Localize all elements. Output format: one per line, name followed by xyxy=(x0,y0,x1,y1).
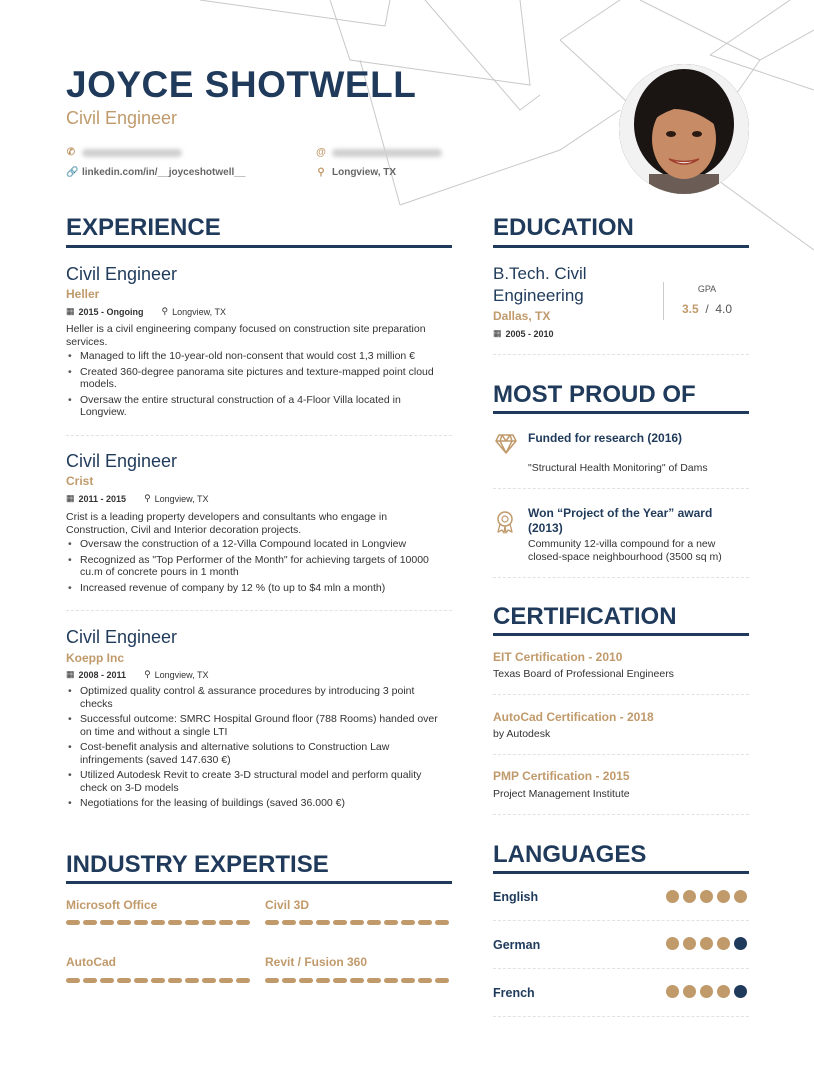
certification-rule xyxy=(493,633,749,636)
job-title: Civil Engineer xyxy=(66,627,178,647)
list-item: • Utilized Autodesk Revit to create 3-D structural model and perform quality check on 3-D models xyxy=(66,769,446,794)
proud-heading: MOST PROUD OF xyxy=(493,381,696,408)
language-name: French xyxy=(493,986,535,1000)
location-contact xyxy=(316,167,396,178)
skill-segment xyxy=(418,920,432,925)
experience-heading: EXPERIENCE xyxy=(66,214,221,241)
language-name: English xyxy=(493,890,539,904)
phone-contact xyxy=(66,147,182,158)
map-pin-icon: ⚲ xyxy=(161,306,169,316)
skill-name: Civil 3D xyxy=(265,898,310,912)
achievement-description: "Structural Health Monitoring" of Dams xyxy=(528,462,708,474)
divider xyxy=(493,968,749,970)
skill-segment xyxy=(66,920,80,925)
degree-title: B.Tech. Civil Engineering xyxy=(493,264,587,305)
list-item: • Recognized as "Top Performer of the Month" for achieving targets of 10000 cu.m of concrete pours in 1 month xyxy=(66,554,446,579)
divider xyxy=(66,610,452,612)
skill-segment xyxy=(219,920,233,925)
language-level xyxy=(666,937,747,950)
skill-segment xyxy=(282,920,296,925)
rating-dot xyxy=(666,890,679,903)
phone-icon: ✆ xyxy=(66,147,76,158)
skill-segment xyxy=(401,978,415,983)
job-meta xyxy=(66,669,209,680)
skill-segment xyxy=(185,978,199,983)
skill-segment xyxy=(202,978,216,983)
rating-dot xyxy=(734,937,747,950)
candidate-role: Civil Engineer xyxy=(66,108,178,128)
rating-dot xyxy=(666,985,679,998)
link-icon: 🔗 xyxy=(66,167,79,178)
certification-org: by Autodesk xyxy=(493,728,551,740)
rating-dot xyxy=(683,890,696,903)
list-item: • Created 360-degree panorama site pictures and texture-mapped point cloud models. xyxy=(66,366,446,391)
divider xyxy=(493,354,749,356)
gpa-score: 3.5 xyxy=(681,302,699,316)
map-pin-icon: ⚲ xyxy=(144,493,151,503)
skill-segment xyxy=(350,920,364,925)
skill-segment xyxy=(134,978,148,983)
award-icon xyxy=(495,510,515,539)
certification-name: AutoCad Certification - 2018 xyxy=(493,710,654,724)
school-location: Dallas, TX xyxy=(493,309,551,323)
list-item: • Optimized quality control & assurance procedures by introducing 3 point checks xyxy=(66,685,446,710)
linkedin-contact[interactable] xyxy=(66,167,245,178)
linkedin-url[interactable]: linkedin.com/in/__joyceshotwell__ xyxy=(82,167,246,178)
map-pin-icon: ⚲ xyxy=(144,669,151,679)
diamond-icon xyxy=(495,434,517,459)
skill-segment xyxy=(202,920,216,925)
skill-level-bar xyxy=(265,978,449,983)
rating-dot xyxy=(717,985,730,998)
skill-name: Revit / Fusion 360 xyxy=(265,955,368,969)
skill-segment xyxy=(117,920,131,925)
skill-segment xyxy=(333,978,347,983)
skill-segment xyxy=(282,978,296,983)
company-name: Koepp Inc xyxy=(66,651,125,665)
skill-segment xyxy=(236,920,250,925)
language-level xyxy=(666,985,747,998)
calendar-icon: ▦ xyxy=(66,493,75,503)
gpa-label: GPA xyxy=(697,284,717,294)
gpa-max: 4.0 xyxy=(715,302,733,316)
skill-level-bar xyxy=(66,978,250,983)
skill-segment xyxy=(299,920,313,925)
certification-org: Project Management Institute xyxy=(493,788,630,800)
expertise-heading: INDUSTRY EXPERTISE xyxy=(66,851,329,878)
skill-segment xyxy=(435,920,449,925)
skill-segment xyxy=(83,920,97,925)
education-dates: 2005 - 2010 xyxy=(505,328,554,339)
company-description: Heller is a civil engineering company focused on construction site preparation services. xyxy=(66,323,426,348)
skill-segment xyxy=(168,920,182,925)
language-name: German xyxy=(493,938,541,952)
skill-level-bar xyxy=(66,920,250,925)
list-item: • Cost-benefit analysis and alternative solutions to Construction Law infringements (saved 147.630 €) xyxy=(66,741,446,766)
achievement-title: Won “Project of the Year” award (2013) xyxy=(528,506,713,535)
list-item: • Managed to lift the 10-year-old non-consent that would cost 1,3 million € xyxy=(66,350,446,363)
languages-rule xyxy=(493,871,749,874)
skill-segment xyxy=(316,920,330,925)
rating-dot xyxy=(700,937,713,950)
skill-segment xyxy=(435,978,449,983)
skill-segment xyxy=(168,978,182,983)
skill-segment xyxy=(333,920,347,925)
divider xyxy=(493,754,749,756)
rating-dot xyxy=(666,937,679,950)
proud-rule xyxy=(493,411,749,414)
email-redacted xyxy=(332,149,442,157)
gpa-value xyxy=(664,302,750,316)
list-item: • Oversaw the entire structural construction of a 4-Floor Villa located in Longview. xyxy=(66,394,446,419)
location-text: Longview, TX xyxy=(332,167,397,178)
rating-dot xyxy=(683,937,696,950)
candidate-name: JOYCE SHOTWELL xyxy=(66,64,417,105)
education-rule xyxy=(493,245,749,248)
skill-segment xyxy=(134,920,148,925)
company-name: Heller xyxy=(66,287,100,301)
phone-redacted xyxy=(82,149,182,157)
achievement-title: Funded for research (2016) xyxy=(528,431,683,445)
divider xyxy=(493,1016,749,1018)
education-heading: EDUCATION xyxy=(493,214,634,241)
list-item: • Oversaw the construction of a 12-Villa Compound located in Longview xyxy=(66,538,446,551)
experience-rule xyxy=(66,245,452,248)
divider xyxy=(493,488,749,490)
skill-segment xyxy=(350,978,364,983)
job-title: Civil Engineer xyxy=(66,264,178,284)
divider xyxy=(493,920,749,922)
certification-name: PMP Certification - 2015 xyxy=(493,769,630,783)
job-dates: 2011 - 2015 xyxy=(78,493,127,504)
skill-segment xyxy=(418,978,432,983)
company-name: Crist xyxy=(66,474,94,488)
skill-segment xyxy=(151,920,165,925)
rating-dot xyxy=(717,890,730,903)
divider xyxy=(493,577,749,579)
job-meta xyxy=(66,306,226,317)
calendar-icon: ▦ xyxy=(66,669,75,679)
divider xyxy=(66,435,452,437)
skill-segment xyxy=(384,978,398,983)
email-icon: @ xyxy=(316,147,326,158)
list-item: • Negotiations for the leasing of buildings (saved 36.000 €) xyxy=(66,797,446,810)
job-meta xyxy=(66,493,209,504)
education-meta xyxy=(493,328,554,339)
skill-segment xyxy=(219,978,233,983)
calendar-icon: ▦ xyxy=(493,328,502,338)
rating-dot xyxy=(734,890,747,903)
skill-segment xyxy=(265,978,279,983)
profile-photo xyxy=(619,64,749,194)
rating-dot xyxy=(734,985,747,998)
certification-org: Texas Board of Professional Engineers xyxy=(493,668,674,680)
job-bullets xyxy=(66,350,446,422)
job-location: Longview, TX xyxy=(154,669,209,680)
rating-dot xyxy=(700,985,713,998)
skill-segment xyxy=(236,978,250,983)
email-contact xyxy=(316,147,442,158)
list-item: • Increased revenue of company by 12 % (to up to $4 mln a month) xyxy=(66,582,446,595)
rating-dot xyxy=(683,985,696,998)
divider xyxy=(493,694,749,696)
job-bullets xyxy=(66,538,446,597)
divider xyxy=(493,814,749,816)
job-dates: 2008 - 2011 xyxy=(78,669,127,680)
skill-segment xyxy=(299,978,313,983)
rating-dot xyxy=(700,890,713,903)
map-pin-icon: ⚲ xyxy=(317,167,325,178)
certification-heading: CERTIFICATION xyxy=(493,603,677,630)
skill-segment xyxy=(117,978,131,983)
job-location: Longview, TX xyxy=(172,306,226,317)
skill-name: Microsoft Office xyxy=(66,898,158,912)
skill-segment xyxy=(100,978,114,983)
gpa-separator: / xyxy=(705,302,709,316)
language-level xyxy=(666,890,747,903)
skill-segment xyxy=(83,978,97,983)
achievement-description: Community 12-villa compound for a new closed-space neighbourhood (3500 sq m) xyxy=(528,538,722,563)
rating-dot xyxy=(717,937,730,950)
skill-segment xyxy=(401,920,415,925)
job-bullets xyxy=(66,685,446,813)
skill-segment xyxy=(367,920,381,925)
skill-segment xyxy=(384,920,398,925)
skill-segment xyxy=(185,920,199,925)
company-description: Crist is a leading property developers and consultants who engage in Construction, Civil and Interior decoration projects. xyxy=(66,511,388,536)
skill-segment xyxy=(151,978,165,983)
skill-segment xyxy=(66,978,80,983)
skill-segment xyxy=(100,920,114,925)
job-dates: 2015 - Ongoing xyxy=(78,306,144,317)
job-title: Civil Engineer xyxy=(66,451,178,471)
certification-name: EIT Certification - 2010 xyxy=(493,650,623,664)
skill-segment xyxy=(316,978,330,983)
languages-heading: LANGUAGES xyxy=(493,841,647,868)
expertise-rule xyxy=(66,881,452,884)
job-location: Longview, TX xyxy=(154,493,209,504)
gpa-box xyxy=(663,282,750,320)
skill-level-bar xyxy=(265,920,449,925)
list-item: • Successful outcome: SMRC Hospital Ground floor (788 Rooms) handed over on time and without a single LTI xyxy=(66,713,446,738)
calendar-icon: ▦ xyxy=(66,306,75,316)
skill-segment xyxy=(367,978,381,983)
skill-segment xyxy=(265,920,279,925)
skill-name: AutoCad xyxy=(66,955,116,969)
